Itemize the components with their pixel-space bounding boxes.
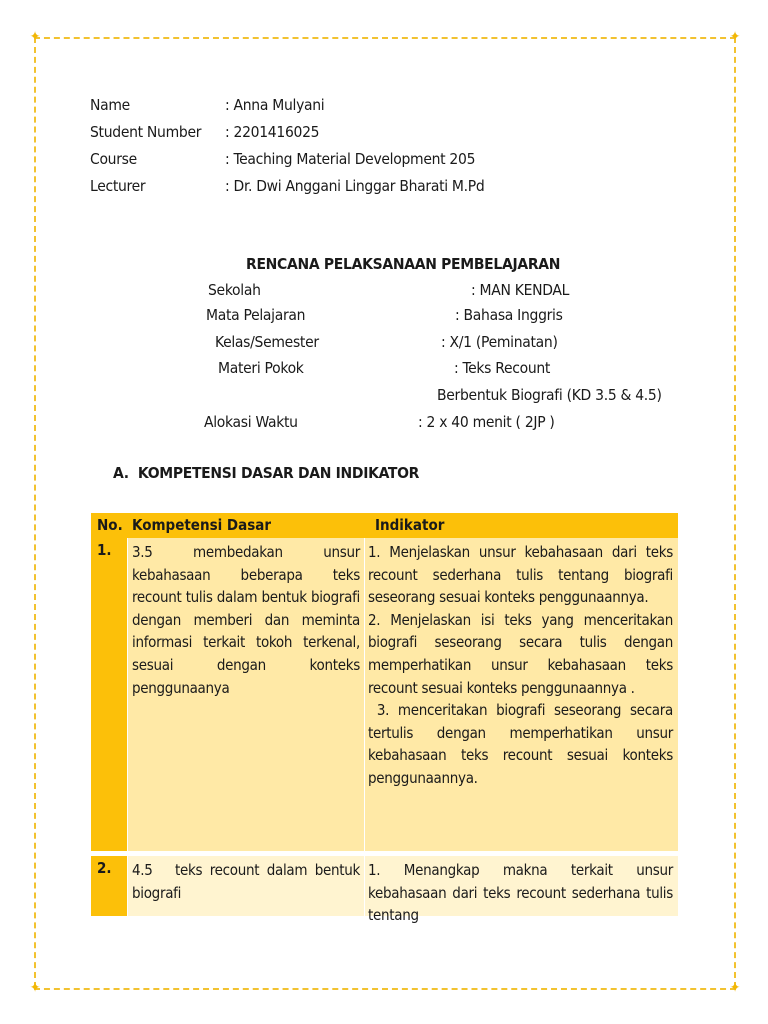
page-border-top [34,37,736,39]
alokasi-label: Alokasi Waktu [204,413,298,431]
kelas-value: : X/1 (Peminatan) [441,333,558,351]
indikator-cell [368,859,673,927]
course-value: : Teaching Material Development 205 [225,150,476,168]
row-number: 1. [97,541,112,559]
name-value: : Anna Mulyani [225,96,325,114]
sekolah-value: : MAN KENDAL [471,281,570,299]
student-number-value: : 2201416025 [225,123,320,141]
corner-ornament-icon: ✦ [729,29,741,45]
page-border-right [734,37,736,988]
page-border-bottom [34,988,736,990]
alokasi-value: : 2 x 40 menit ( 2JP ) [418,413,555,431]
corner-ornament-icon: ✦ [29,29,41,45]
student-number-label: Student Number [90,123,202,141]
section-a-heading: A. KOMPETENSI DASAR DAN INDIKATOR [113,464,420,482]
table-row [91,856,678,925]
kd-cell: 4.5 teks recount dalam bentuk biografi [132,861,364,902]
header-indikator: Indikator [375,516,445,534]
table-row [91,538,678,851]
table-header [91,513,678,538]
page-border-left [34,37,36,988]
indikator-item: 3. menceritakan biografi seseorang secara tertulis dengan memperhatikan unsur kebahasaan teks recount sesuai konteks penggunaannya. [368,701,677,787]
materi-value: : Teks Recount [454,359,551,377]
indikator-cell [368,541,677,790]
name-label: Name [90,96,130,114]
materi-label: Materi Pokok [218,359,304,377]
kd-indikator-table [91,513,678,925]
header-no: No. [97,516,123,534]
indikator-item: 1. Menangkap makna terkait unsur kebahasaan dari teks recount sederhana tulis tentang [368,861,673,925]
indikator-item: 2. Menjelaskan isi teks yang menceritakan biografi seseorang secara tulis dengan memperhatikan unsur kebahasaan teks recount sesuai konteks penggunaannya . [368,610,673,697]
corner-ornament-icon: ✦ [729,980,741,996]
sekolah-label: Sekolah [208,281,261,299]
lecturer-value: : Dr. Dwi Anggani Linggar Bharati M.Pd [225,177,485,195]
course-label: Course [90,150,137,168]
kd-cell: 3.5 membedakan unsur kebahasaan beberapa teks recount tulis dalam bentuk biografi dengan memberi dan meminta informasi terkait tokoh terkenal, sesuai dengan konteks penggunaanya [132,543,360,697]
header-kompetensi-dasar: Kompetensi Dasar [132,516,272,534]
indikator-item: 1. Menjelaskan unsur kebahasaan dari teks recount sederhana tulis tentang biografi seseorang sesuai konteks penggunaannya. [368,543,673,607]
corner-ornament-icon: ✦ [29,980,41,996]
mapel-label: Mata Pelajaran [206,306,306,324]
mapel-value: : Bahasa Inggris [455,306,563,324]
rpp-title: RENCANA PELAKSANAAN PEMBELAJARAN [246,255,561,273]
materi-value-cont: Berbentuk Biografi (KD 3.5 & 4.5) [437,386,662,404]
kelas-label: Kelas/Semester [215,333,319,351]
lecturer-label: Lecturer [90,177,146,195]
row-number: 2. [97,859,112,877]
